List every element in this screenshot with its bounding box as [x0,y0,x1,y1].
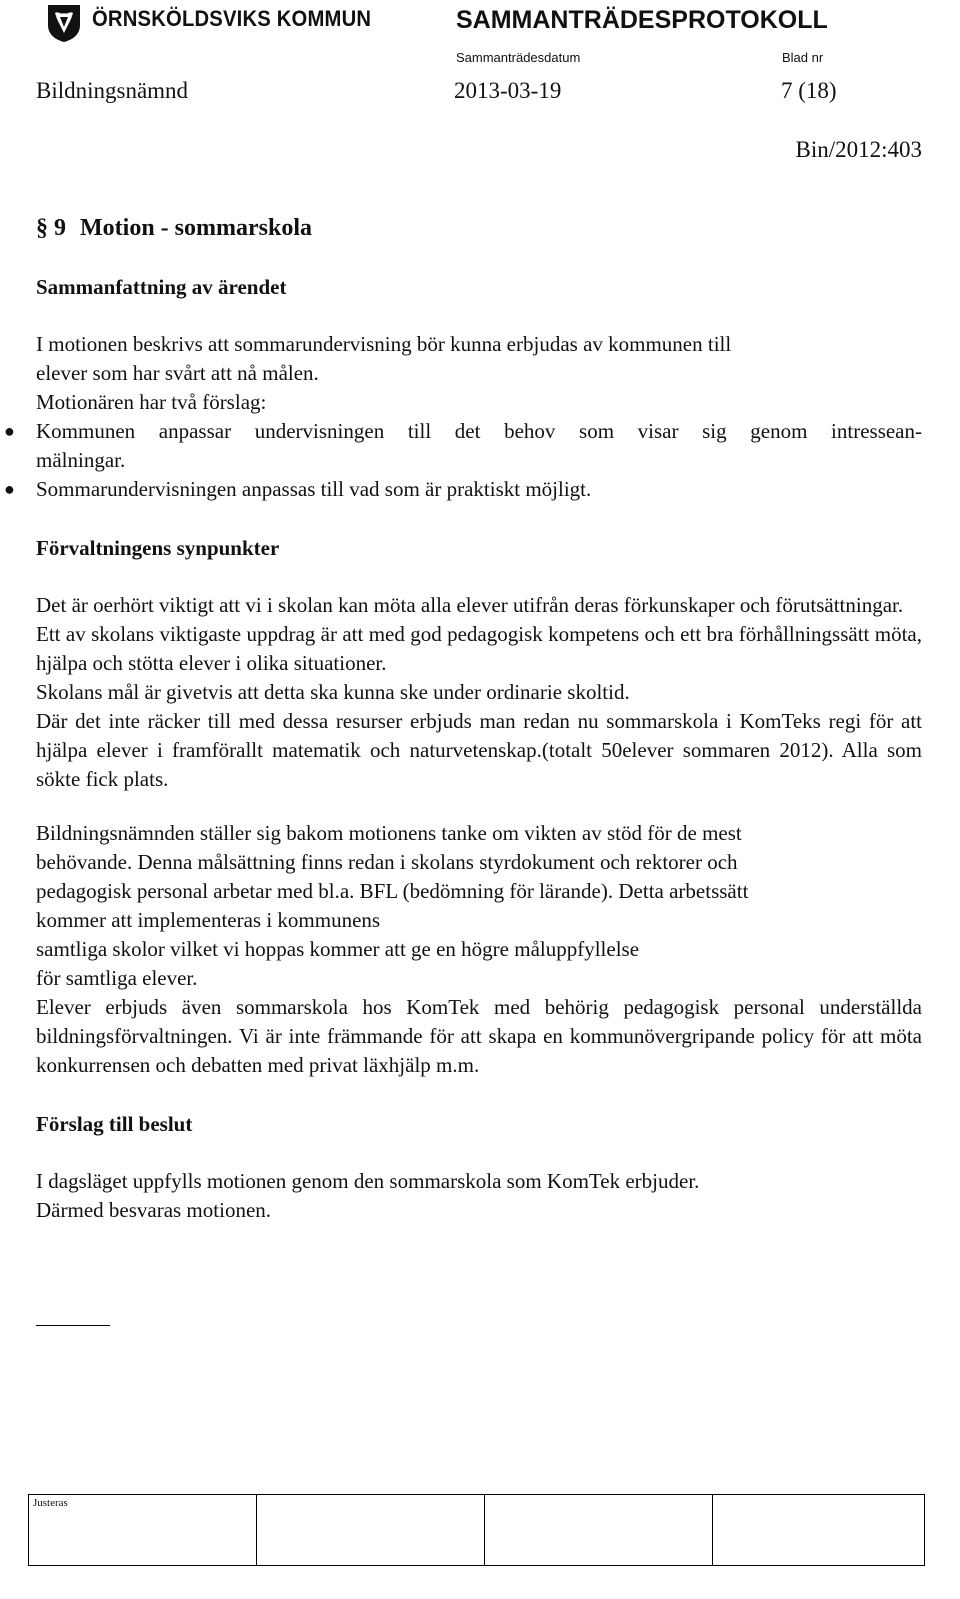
views-line: Bildningsnämnden ställer sig bakom motionens tanke om vikten av stöd för de mest [36,821,742,845]
views-paragraph: Det är oerhört viktigt att vi i skolan kan möta alla elever utifrån deras förkunskaper och förutsättningar. [36,593,904,617]
signature-cell[interactable] [485,1495,713,1565]
document-type: SAMMANTRÄDESPROTOKOLL [456,6,828,34]
bullet-icon: ● [4,421,15,441]
organization-name: ÖRNSKÖLDSVIKS KOMMUN [92,6,372,31]
section-heading: Motion - sommarskola [80,215,312,241]
list-item-text: Sommarundervisningen anpassas till vad som är praktiskt möjligt. [36,477,592,501]
summary-line: I motionen beskrivs att sommarundervisning bör kunna erbjudas av kommunen till [36,332,732,356]
views-paragraph: Elever erbjuds även sommarskola hos KomTek med behörig pedagogisk personal underställda bildningsförvaltningen. Vi är inte främmande för att skapa en kommunövergripande policy för att möta konkurrensen och debatten med privat läxhjälp m.m. [36,995,922,1077]
page-number: 7 (18) [781,78,837,103]
views-heading: Förvaltningens synpunkter [36,536,280,560]
date-label: Sammanträdesdatum [456,50,581,65]
end-separator-line [36,1325,110,1326]
section-title [36,214,922,243]
summary-heading: Sammanfattning av ärendet [36,275,287,299]
proposal-line: I dagsläget uppfylls motionen genom den sommarskola som KomTek erbjuder. [36,1169,700,1193]
list-item-text: mälningar. [36,448,126,472]
bullet-icon: ● [4,479,15,499]
municipality-coat-of-arms-icon [46,3,82,43]
proposal-line: Därmed besvaras motionen. [36,1198,272,1222]
list-item [4,417,922,475]
views-line: kommer att implementeras i kommunens [36,908,381,932]
views-paragraph: Ett av skolans viktigaste uppdrag är att med god pedagogisk kompetens och ett bra förhållningssätt möta, hjälpa och stötta elever i olika situationer. [36,622,922,675]
justeras-label: Justeras [33,1497,68,1509]
views-line: pedagogisk personal arbetar med bl.a. BFL (bedömning för lärande). Detta arbetssätt [36,879,749,903]
proposal-heading: Förslag till beslut [36,1112,193,1136]
page-label: Blad nr [782,50,824,65]
committee-name: Bildningsnämnd [36,78,189,103]
list-item-text: Kommunen anpassar undervisningen till det behov som visar sig genom intressean- [36,419,922,443]
section-symbol: § [36,215,48,241]
proposal-list [4,417,922,504]
views-line: samtliga skolor vilket vi hoppas kommer att ge en högre måluppfyllelse [36,937,640,961]
views-line: för samtliga elever. [36,966,198,990]
section-number: 9 [54,215,66,241]
views-paragraph: Skolans mål är givetvis att detta ska kunna ske under ordinarie skoltid. [36,680,630,704]
meeting-date: 2013-03-19 [454,78,562,103]
list-item [4,475,922,504]
signature-cell[interactable] [713,1495,924,1565]
signature-cell[interactable] [257,1495,485,1565]
summary-line: Motionären har två förslag: [36,390,267,414]
summary-line: elever som har svårt att nå målen. [36,361,319,385]
signature-cell[interactable] [29,1495,257,1565]
views-line: behövande. Denna målsättning finns redan i skolans styrdokument och rektorer och [36,850,738,874]
case-number: Bin/2012:403 [795,137,922,162]
protocol-body [4,214,922,1225]
signature-table [28,1494,925,1566]
views-paragraph: Där det inte räcker till med dessa resurser erbjuds man redan nu sommarskola i KomTeks regi för att hjälpa elever i framförallt matematik och naturvetenskap.(totalt 50elever sommaren 2012). Alla som sökte fick plats. [36,709,922,791]
